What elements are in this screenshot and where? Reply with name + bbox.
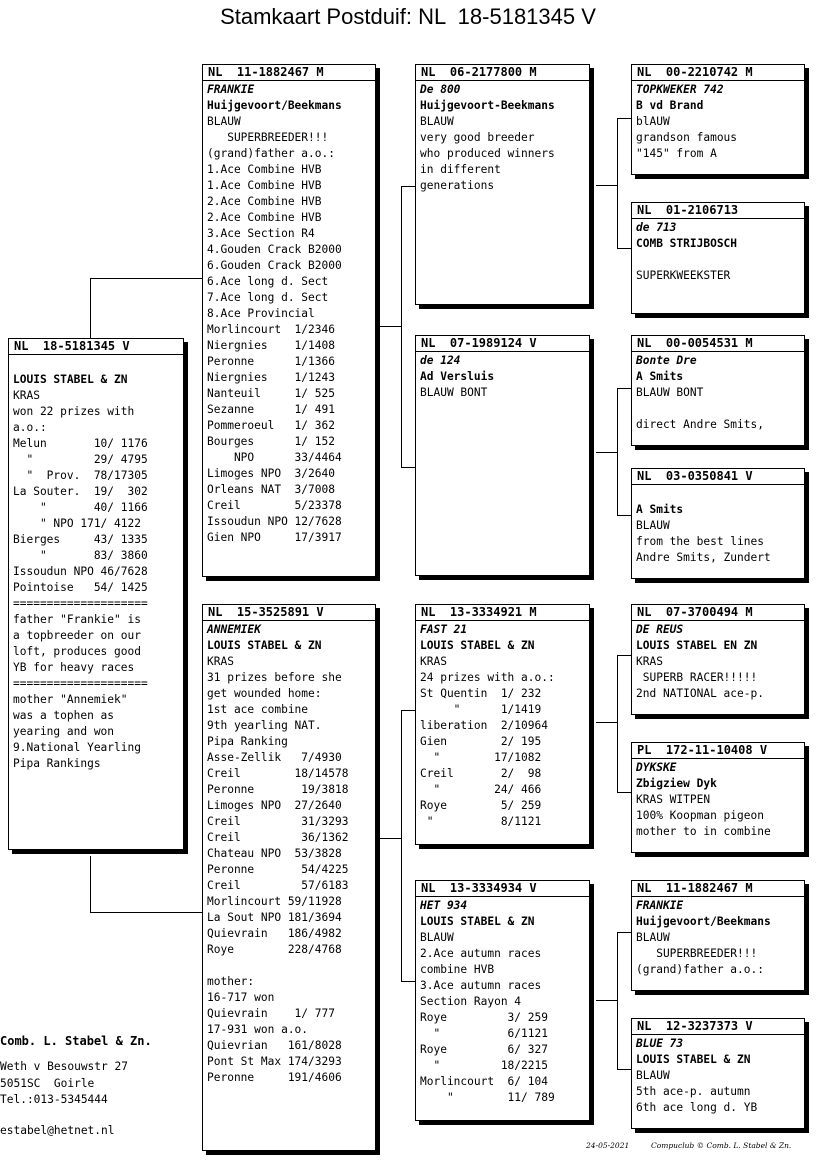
- card-line: 5th ace-p. autumn: [636, 1085, 751, 1098]
- card-line: BLUE 73: [636, 1037, 684, 1050]
- connector-line: [90, 912, 204, 913]
- card-line: " 11/ 789: [420, 1091, 555, 1104]
- card-line: " 8/1121: [420, 815, 542, 828]
- card-line: 17-931 won a.o.: [207, 1023, 309, 1036]
- card-line: " 1/1419: [420, 703, 542, 716]
- card-line: from the best lines: [636, 535, 764, 548]
- card-line: " Prov. 78/17305: [13, 469, 148, 482]
- card-line: FRANKIE: [207, 83, 255, 96]
- card-line: Nanteuil 1/ 525: [207, 387, 335, 400]
- card-line: 7.Ace long d. Sect: [207, 291, 329, 304]
- card-body: [632, 1035, 804, 1116]
- connector-line: [596, 185, 618, 186]
- card-line: get wounded home:: [207, 687, 322, 700]
- card-line: Gien NPO 17/3917: [207, 531, 342, 544]
- card-line: B vd Brand: [636, 99, 704, 112]
- card-line: 3.Ace autumn races: [420, 979, 542, 992]
- card-body: [416, 352, 589, 401]
- card-line: " 83/ 3860: [13, 549, 148, 562]
- card-line: yearing and won: [13, 725, 115, 738]
- card-line: de 124: [420, 354, 461, 367]
- ring-number: NL 18-5181345 V: [9, 339, 183, 355]
- pigeon-card-mother: [202, 604, 376, 1151]
- card-line: " 17/1082: [420, 751, 542, 764]
- card-line: father "Frankie" is: [13, 613, 141, 626]
- pigeon-card-ggp-4: [631, 468, 805, 579]
- card-line: Pipa Rankings: [13, 757, 101, 770]
- card-line: 2.Ace Combine HVB: [207, 211, 322, 224]
- card-line: Peronne 19/3818: [207, 783, 349, 796]
- card-line: SUPERB RACER!!!!!: [636, 671, 758, 684]
- card-line: [13, 356, 179, 372]
- card-line: KRAS: [207, 655, 234, 668]
- card-line: 31 prizes before she: [207, 671, 342, 684]
- card-line: 6th ace long d. YB: [636, 1101, 758, 1114]
- card-line: Creil 18/14578: [207, 767, 349, 780]
- card-line: 4.Gouden Crack B2000: [207, 243, 342, 256]
- connector-line: [401, 710, 402, 981]
- card-line: St Quentin 1/ 232: [420, 687, 542, 700]
- card-line: KRAS: [13, 389, 40, 402]
- pigeon-card-ggp-8: [631, 1018, 805, 1129]
- card-body: [632, 897, 804, 978]
- card-line: 6.Gouden Crack B2000: [207, 259, 342, 272]
- card-line: won 22 prizes with: [13, 405, 135, 418]
- connector-line: [90, 856, 91, 912]
- card-body: [9, 355, 183, 772]
- card-line: Huijgevoort/Beekmans: [636, 915, 771, 928]
- ring-number: NL 15-3525891 V: [203, 605, 375, 621]
- card-line: Creil 36/1362: [207, 831, 349, 844]
- card-line: A Smits: [636, 370, 684, 383]
- card-line: 100% Koopman pigeon: [636, 809, 764, 822]
- card-line: Issoudun NPO 12/7628: [207, 515, 342, 528]
- card-line: ====================: [13, 677, 148, 690]
- card-line: [636, 486, 800, 502]
- ring-number: NL 13-3334921 M: [416, 605, 589, 621]
- card-line: combine HVB: [420, 963, 495, 976]
- card-line: Andre Smits, Zundert: [636, 551, 771, 564]
- card-line: BLAUW: [207, 115, 241, 128]
- card-line: Orleans NAT 3/7008: [207, 483, 335, 496]
- card-line: Quievrain 1/ 777: [207, 1007, 335, 1020]
- card-body: [632, 352, 804, 433]
- card-line: Gien 2/ 195: [420, 735, 542, 748]
- card-line: 1.Ace Combine HVB: [207, 179, 322, 192]
- card-line: NPO 33/4464: [207, 451, 342, 464]
- card-line: BLAUW: [420, 115, 454, 128]
- card-line: Quievrain 186/4982: [207, 927, 342, 940]
- pigeon-card-ggp-5: [631, 604, 805, 715]
- card-line: 2nd NATIONAL ace-p.: [636, 687, 764, 700]
- card-line: ANNEMIEK: [207, 623, 261, 636]
- pigeon-card-ggp-7: [631, 880, 805, 991]
- card-line: [636, 252, 800, 268]
- card-line: loft, produces good: [13, 645, 141, 658]
- card-line: 1.Ace Combine HVB: [207, 163, 322, 176]
- card-line: was a tophen as: [13, 709, 115, 722]
- print-date: 24-05-2021: [586, 1141, 630, 1150]
- card-line: Huijgevoort-Beekmans: [420, 99, 555, 112]
- breeder-name: [0, 1033, 152, 1050]
- card-line: 9.National Yearling: [13, 741, 141, 754]
- pigeon-card-paternal-grandmother: [415, 335, 590, 576]
- ring-number: PL 172-11-10408 V: [632, 743, 804, 759]
- card-line: COMB STRIJBOSCH: [636, 237, 738, 250]
- ring-number: NL 13-3334934 V: [416, 881, 589, 897]
- card-line: LOUIS STABEL & ZN: [636, 1053, 751, 1066]
- connector-line: [617, 118, 618, 248]
- card-line: BLAUW: [636, 1069, 670, 1082]
- card-body: [203, 621, 375, 1086]
- card-line: (grand)father a.o.:: [636, 963, 764, 976]
- card-body: [632, 759, 804, 840]
- ring-number: NL 07-1989124 V: [416, 336, 589, 352]
- card-line: LOUIS STABEL & ZN: [420, 915, 535, 928]
- card-line: who produced winners: [420, 147, 555, 160]
- card-line: La Souter. 19/ 302: [13, 485, 148, 498]
- card-line: FAST 21: [420, 623, 468, 636]
- card-line: LOUIS STABEL & ZN: [13, 373, 128, 386]
- card-line: KRAS WITPEN: [636, 793, 711, 806]
- ring-number: NL 07-3700494 M: [632, 605, 804, 621]
- card-line: Melun 10/ 1176: [13, 437, 148, 450]
- card-line: blAUW: [636, 115, 670, 128]
- card-body: [416, 621, 589, 830]
- card-line: a.o.:: [13, 421, 47, 434]
- card-line: grandson famous: [636, 131, 738, 144]
- card-line: [207, 958, 371, 974]
- pigeon-card-ggp-3: [631, 335, 805, 446]
- card-line: 24 prizes with a.o.:: [420, 671, 555, 684]
- card-line: in different: [420, 163, 501, 176]
- card-line: Limoges NPO 27/2640: [207, 799, 342, 812]
- card-line: BLAUW: [636, 931, 670, 944]
- card-line: LOUIS STABEL & ZN: [207, 639, 322, 652]
- card-line: " 18/2215: [420, 1059, 548, 1072]
- connector-line: [596, 722, 618, 723]
- card-line: Creil 2/ 98: [420, 767, 542, 780]
- card-line: "145" from A: [636, 147, 717, 160]
- pigeon-card-ggp-2: [631, 202, 805, 314]
- card-line: Creil 31/3293: [207, 815, 349, 828]
- card-line: 2.Ace Combine HVB: [207, 195, 322, 208]
- ring-number: NL 11-1882467 M: [203, 65, 375, 81]
- connector-line: [90, 278, 204, 279]
- card-line: 3.Ace Section R4: [207, 227, 315, 240]
- card-line: Quievrian 161/8028: [207, 1039, 342, 1052]
- card-line: Asse-Zellik 7/4930: [207, 751, 342, 764]
- pigeon-card-paternal-grandfather: [415, 64, 590, 305]
- card-line: LOUIS STABEL & ZN: [420, 639, 535, 652]
- card-line: very good breeder: [420, 131, 535, 144]
- card-line: DYKSKE: [636, 761, 677, 774]
- card-line: Creil 5/23378: [207, 499, 342, 512]
- card-line: Zbigziew Dyk: [636, 777, 717, 790]
- card-line: Chateau NPO 53/3828: [207, 847, 342, 860]
- card-line: KRAS: [636, 655, 663, 668]
- card-line: Section Rayon 4: [420, 995, 522, 1008]
- card-line: mother:: [207, 975, 255, 988]
- card-line: YB for heavy races: [13, 661, 135, 674]
- pigeon-card-ggp-1: [631, 64, 805, 175]
- card-line: Roye 228/4768: [207, 943, 342, 956]
- card-line: Bonte Dre: [636, 354, 697, 367]
- card-body: [632, 485, 804, 566]
- print-credit: Compuclub © Comb. L. Stabel & Zn.: [651, 1141, 792, 1150]
- ring-number: NL 06-2177800 M: [416, 65, 589, 81]
- card-line: Pont St Max 174/3293: [207, 1055, 342, 1068]
- card-line: Niergnies 1/1408: [207, 339, 335, 352]
- card-line: 1st ace combine: [207, 703, 309, 716]
- card-line: 6.Ace long d. Sect: [207, 275, 329, 288]
- connector-line: [596, 1000, 618, 1001]
- card-body: [416, 81, 589, 194]
- card-line: de 713: [636, 221, 677, 234]
- pigeon-card-subject: [8, 338, 184, 850]
- pigeon-card-ggp-6: [631, 742, 805, 853]
- card-line: Roye 6/ 327: [420, 1043, 548, 1056]
- page-title: Stamkaart Postduif: NL 18-5181345 V: [220, 4, 596, 29]
- card-line: Peronne 1/1366: [207, 355, 335, 368]
- breeder-street: Weth v Besouwstr 27: [0, 1060, 128, 1073]
- card-line: 9th yearling NAT.: [207, 719, 322, 732]
- connector-line: [379, 838, 402, 839]
- card-line: Morlincourt 59/11928: [207, 895, 342, 908]
- card-line: " 29/ 4795: [13, 453, 148, 466]
- card-line: TOPKWEKER 742: [636, 83, 724, 96]
- card-line: Niergnies 1/1243: [207, 371, 335, 384]
- card-line: BLAUW BONT: [636, 386, 704, 399]
- breeder-email: estabel@hetnet.nl: [0, 1124, 115, 1137]
- card-line: Morlincourt 6/ 104: [420, 1075, 548, 1088]
- card-line: 8.Ace Provincial: [207, 307, 315, 320]
- card-line: Peronne 191/4606: [207, 1071, 342, 1084]
- card-line: [636, 401, 800, 417]
- card-body: [632, 219, 804, 284]
- card-line: Morlincourt 1/2346: [207, 323, 335, 336]
- connector-line: [617, 655, 618, 792]
- ring-number: NL 00-2210742 M: [632, 65, 804, 81]
- ring-number: NL 00-0054531 M: [632, 336, 804, 352]
- card-body: [203, 81, 375, 546]
- card-line: Sezanne 1/ 491: [207, 403, 335, 416]
- card-line: Pointoise 54/ 1425: [13, 581, 148, 594]
- card-line: ====================: [13, 597, 148, 610]
- card-line: mother to in combine: [636, 825, 771, 838]
- card-line: SUPERBREEDER!!!: [207, 131, 329, 144]
- card-line: De 800: [420, 83, 461, 96]
- card-line: Pipa Ranking: [207, 735, 288, 748]
- breeder-city: 5051SC Goirle: [0, 1077, 95, 1090]
- ring-number: NL 01-2106713: [632, 203, 804, 219]
- card-line: " 40/ 1166: [13, 501, 148, 514]
- card-body: [632, 621, 804, 702]
- connector-line: [596, 452, 618, 453]
- connector-line: [90, 278, 91, 340]
- card-body: [416, 897, 589, 1106]
- card-line: Bourges 1/ 152: [207, 435, 335, 448]
- ring-number: NL 03-0350841 V: [632, 469, 804, 485]
- ring-number: NL 12-3237373 V: [632, 1019, 804, 1035]
- card-line: generations: [420, 179, 495, 192]
- breeder-phone: Tel.:013-5345444: [0, 1093, 108, 1106]
- card-body: [632, 81, 804, 162]
- pigeon-card-maternal-grandfather: [415, 604, 590, 845]
- card-line: SUPERBREEDER!!!: [636, 947, 758, 960]
- card-line: Pommeroeul 1/ 362: [207, 419, 335, 432]
- card-line: A Smits: [636, 503, 684, 516]
- card-line: HET 934: [420, 899, 468, 912]
- card-line: " NPO 171/ 4122: [13, 517, 141, 530]
- card-line: Huijgevoort/Beekmans: [207, 99, 342, 112]
- pigeon-card-father: [202, 64, 376, 577]
- card-line: " 6/1121: [420, 1027, 548, 1040]
- card-line: BLAUW: [636, 519, 670, 532]
- ring-number: NL 11-1882467 M: [632, 881, 804, 897]
- card-line: BLAUW BONT: [420, 386, 488, 399]
- breeder-name-text: Comb. L. Stabel & Zn.: [0, 1034, 152, 1048]
- card-line: SUPERKWEEKSTER: [636, 269, 731, 282]
- card-line: mother "Annemiek": [13, 693, 128, 706]
- card-line: Creil 57/6183: [207, 879, 349, 892]
- card-line: La Sout NPO 181/3694: [207, 911, 342, 924]
- card-line: 2.Ace autumn races: [420, 947, 542, 960]
- card-line: Bierges 43/ 1335: [13, 533, 148, 546]
- card-line: direct Andre Smits,: [636, 418, 764, 431]
- card-line: KRAS: [420, 655, 447, 668]
- card-line: liberation 2/10964: [420, 719, 548, 732]
- card-line: Ad Versluis: [420, 370, 495, 383]
- card-line: a topbreeder on our: [13, 629, 141, 642]
- card-line: " 24/ 466: [420, 783, 542, 796]
- connector-line: [379, 326, 402, 327]
- card-line: DE REUS: [636, 623, 684, 636]
- card-line: Issoudun NPO 46/7628: [13, 565, 148, 578]
- card-line: BLAUW: [420, 931, 454, 944]
- card-line: Roye 5/ 259: [420, 799, 542, 812]
- card-line: Peronne 54/4225: [207, 863, 349, 876]
- card-line: 16-717 won: [207, 991, 275, 1004]
- card-line: FRANKIE: [636, 899, 684, 912]
- card-line: (grand)father a.o.:: [207, 147, 335, 160]
- card-line: Limoges NPO 3/2640: [207, 467, 335, 480]
- pigeon-card-maternal-grandmother: [415, 880, 590, 1121]
- card-line: Roye 3/ 259: [420, 1011, 548, 1024]
- card-line: LOUIS STABEL EN ZN: [636, 639, 758, 652]
